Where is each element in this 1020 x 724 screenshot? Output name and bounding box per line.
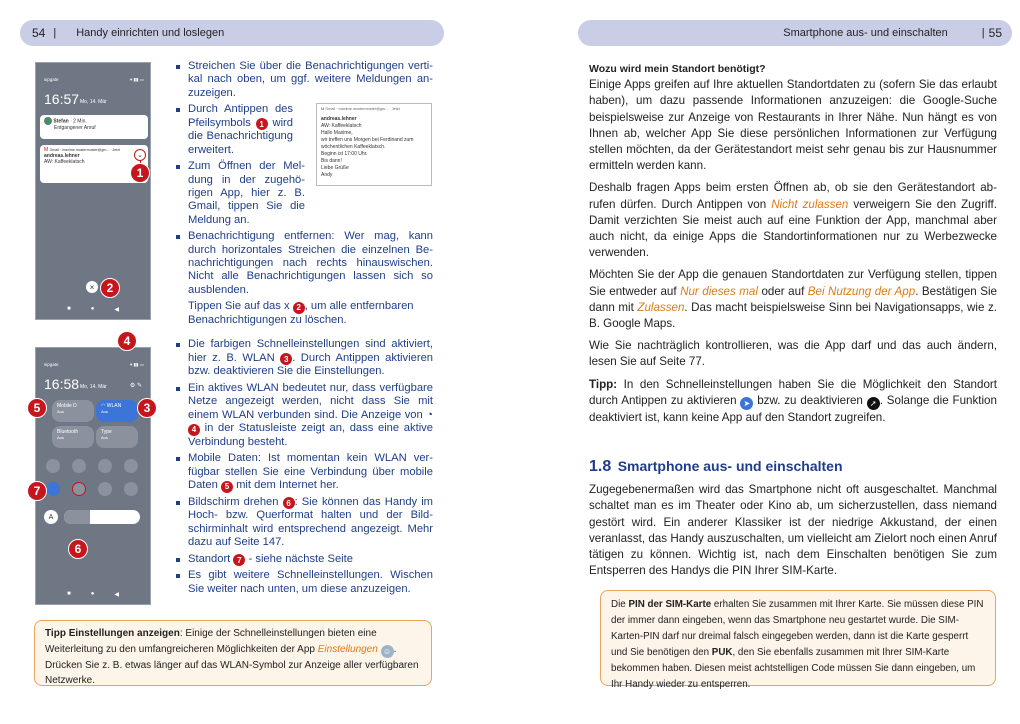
mail-line: Bis dann! <box>321 158 342 164</box>
mail-line: Beginn ist 17:00 Uhr. <box>321 151 368 157</box>
recents-icon[interactable]: ■ <box>67 591 71 597</box>
qs-button[interactable] <box>98 482 112 496</box>
date: Mo, 14. Mär <box>80 384 107 390</box>
paragraph-text: verweigern Sie den Zugriff. Damit verzichten Sie meist auch auf eine Funktion der App, manchmal aber auch nicht, da einige Apps die Standortinformationen nur zu Werbezwecke verwenden. <box>589 197 997 260</box>
callout-badge-7: 7 <box>27 481 47 501</box>
tip-title: Tipp Einstellungen anzeigen <box>45 628 180 639</box>
callout-badge-1: 1 <box>130 163 150 183</box>
settings-app-icon: ☺ <box>381 645 394 658</box>
option-label: Nicht zulassen <box>771 197 849 211</box>
bullet-text: wird die Benachrichtigung erweitert. <box>188 116 293 156</box>
back-icon[interactable]: ◀ <box>114 307 119 313</box>
callout-badge-2: 2 <box>100 278 120 298</box>
mail-line: Liebe Grüße <box>321 165 349 171</box>
inline-badge: 3 <box>280 353 292 365</box>
option-label: Nur dieses mal <box>680 284 758 298</box>
callout-badge-5: 5 <box>27 398 47 418</box>
notification-missed-call[interactable] <box>40 115 148 139</box>
tile-wlan[interactable] <box>96 400 138 422</box>
callout-badge-3: 3 <box>137 398 157 418</box>
paragraph-text: . Bestätigen Sie dann mit <box>589 284 997 314</box>
callout-badge-4: 4 <box>117 331 137 351</box>
tile-label: Bluetooth <box>57 429 79 435</box>
status-icons: ▾ ▮▮ ▭ <box>130 77 144 82</box>
phone-screenshot-notifications <box>35 62 151 320</box>
nav-bar <box>36 306 150 313</box>
section-title: Smartphone aus- und einschalten <box>617 458 843 474</box>
tile-type[interactable] <box>96 426 138 448</box>
mail-line: Hallo Maxime, <box>321 130 353 136</box>
paragraph <box>589 267 997 332</box>
bullet-text: Es gibt weitere Schnelleinstellungen. Wischen Sie weiter nach unten, um diese anzuzeigen. <box>188 569 433 595</box>
tile-bluetooth[interactable] <box>52 426 94 448</box>
bullet-text: , um alle entfernbaren Benachrichtigungen zu löschen. <box>188 300 414 326</box>
bullet-item <box>175 230 433 297</box>
bullet-item <box>175 569 433 596</box>
bullet-text: Durch Antippen des Pfeilsymbols <box>188 103 293 129</box>
bullet-item <box>175 338 433 379</box>
pin-info-box <box>600 590 996 690</box>
qs-flight-icon[interactable] <box>98 459 112 473</box>
wifi-icon: ◔ <box>426 408 434 421</box>
inline-badge: 4 <box>188 424 200 436</box>
notif-text: Entgangener Anruf <box>54 125 96 131</box>
option-label: Bei Nutzung der App <box>807 284 916 298</box>
bullet-text: in der Statusleiste zeigt an, dass eine aktive Verbindung besteht. <box>188 422 433 448</box>
paragraph-text: . Solange die Funktion deaktiviert ist, kann keine App auf den Standort zugreifen. <box>589 393 997 425</box>
qs-button[interactable] <box>72 459 86 473</box>
inline-badge: 6 <box>283 497 295 509</box>
bullet-text: Mobile Daten: Ist momentan kein WLAN verfügbar stellen Sie eine Verbindung über mobile Daten <box>188 452 433 491</box>
bullet-item <box>175 160 305 227</box>
recents-icon[interactable]: ■ <box>67 306 71 312</box>
mail-subject: AW: Kaffeeklatsch <box>321 123 362 129</box>
page-number: 55 <box>988 26 1002 40</box>
box-text: Die <box>611 599 626 610</box>
bullet-text: Die farbigen Schnelleinstellungen sind aktiviert, hier z. B. WLAN <box>188 338 433 364</box>
box-text: , den Sie ebenfalls zusammen mit Ihrer SIM-Karte bekommen haben. Diesen meist achtstelligen Code müssen Sie dann eingeben, um Ihr Handy wieder zu entsperren. <box>611 647 976 690</box>
location-on-icon: ➤ <box>740 397 753 410</box>
callout-badge-6: 6 <box>68 539 88 559</box>
right-page <box>510 0 1020 724</box>
mail-sender: andreas.lehner <box>321 116 357 122</box>
tip-paragraph <box>589 377 997 427</box>
section-number: 1.8 <box>589 458 612 475</box>
tip-label: Tipp: <box>589 377 618 391</box>
notif-name: Stefan <box>53 118 69 125</box>
tip-box <box>34 620 432 686</box>
date: Mo, 14. Mär <box>80 99 107 105</box>
paragraph: Zugegebenermaßen wird das Smartphone nicht oft ausgeschaltet. Manchmal schaltet man es im Theater oder Kino ab, um sicherzustellen, dass niemand gestört wird. Ein anderer Klassiker ist der niedrige Akkustand, der einen veranlasst, das Handy auszuschalten, um vielleicht am Zielort noch einen Anruf tätigen zu können. Wichtig ist, nach dem Einschalten benötigen Sie zum Entsperren des Handys die PIN Ihrer SIM-Karte. <box>589 483 997 578</box>
paragraph-text: Deshalb fragen Apps beim ersten Öffnen ab, ob sie den Gerätestandort abrufen dürfen. Durch Antippen von <box>589 181 997 211</box>
tile-sub: Aus <box>57 409 64 414</box>
notif-sender: andreas.lehner <box>44 153 80 159</box>
settings-gear-icon[interactable]: ⚙ ✎ <box>129 383 142 389</box>
tile-sub: Aus <box>57 435 64 440</box>
bullet-text: Tippen Sie auf das x <box>188 300 290 313</box>
tile-label: Mobile D <box>57 403 77 409</box>
question-heading: Wozu wird mein Standort benötigt? <box>589 63 766 75</box>
notif-header: Gmail · maxime.mustermuster@gm... · Jetzt <box>49 148 121 152</box>
clear-all-button[interactable]: × <box>86 281 98 293</box>
paragraph-text: oder auf <box>761 284 805 298</box>
tile-label: Type <box>101 429 112 435</box>
tile-sub: Aus <box>101 409 108 414</box>
bullet-text: . Durch Antippen aktivieren bzw. deaktivieren Sie die Einstellungen. <box>188 351 434 378</box>
qs-location-icon[interactable] <box>46 482 60 496</box>
settings-app-name: Einstellungen <box>317 643 378 655</box>
mail-line: wöchentlichen Kaffeeklatsch. <box>321 144 386 150</box>
bullet-item <box>175 60 433 100</box>
brightness-fill <box>64 510 90 524</box>
avatar <box>44 117 52 125</box>
location-off-icon: ➚ <box>867 397 880 410</box>
carrier-label: sipgate <box>44 362 59 367</box>
left-header <box>20 20 444 46</box>
qs-rotate-icon[interactable] <box>72 482 86 496</box>
gmail-icon: M <box>44 147 49 153</box>
qs-button[interactable] <box>46 459 60 473</box>
clock: 16:57 <box>44 91 80 107</box>
paragraph-text: In den Schnelleinstellungen haben Sie die Möglichkeit den Standort durch Antippen zu aktivieren <box>589 377 997 407</box>
expand-chevron-icon[interactable]: ⌄ <box>134 149 146 161</box>
status-icons: ▾ ▮▮ ▭ <box>130 362 144 367</box>
power-section <box>589 458 997 579</box>
home-icon[interactable]: ● <box>90 591 95 597</box>
option-label: Zulassen <box>637 300 685 314</box>
bullet-item <box>175 103 293 157</box>
chapter-title: Smartphone aus- und einschalten <box>783 27 948 39</box>
section-heading <box>589 458 997 476</box>
paragraph: Wie Sie nachträglich kontrollieren, was die App darf und das auch ändern, lesen Sie auf Seite 77. <box>589 339 997 369</box>
notif-time: · 2 Min. <box>70 118 87 125</box>
home-icon[interactable]: ● <box>90 306 95 312</box>
tip-text: : Einige der Schnelleinstellungen bieten eine Weiterleitung zu den umfangreicheren Möglichkeiten der App <box>45 628 377 655</box>
mail-line: wir treffen uns Morgen bei Ferdinand zum <box>321 137 414 143</box>
bullet-continuation <box>175 300 433 327</box>
inline-badge: 2 <box>293 302 305 314</box>
bullet-text: Benachrichtigung entfernen: Wer mag, kann durch horizontales Streichen die einzelnen Benachrichtigungen nach rechts hinauswischen. Nicht alle Benachrichtigungen lassen sich so ausblenden. <box>188 230 433 296</box>
box-bold: PUK <box>711 647 733 658</box>
paragraph-text: . Das macht beispielsweise Sinn bei Navigationsapps, wie z. B. Google Maps. <box>589 300 997 331</box>
wifi-icon: ◠ <box>101 403 106 409</box>
chapter-title: Handy einrichten und loslegen <box>76 27 225 39</box>
clock: 16:58 <box>44 376 80 392</box>
bullet-item <box>175 452 433 493</box>
tile-mobile-data[interactable] <box>52 400 94 422</box>
page-number: 54 <box>32 26 46 40</box>
location-section <box>589 61 997 427</box>
left-bullet-list <box>175 60 433 599</box>
qs-button[interactable] <box>124 482 138 496</box>
paragraph-text: bzw. zu deaktivieren <box>757 393 863 407</box>
header-separator: | <box>53 27 57 39</box>
box-bold: PIN der SIM-Karte <box>628 599 712 610</box>
bullet-text: mit dem Internet her. <box>236 478 339 491</box>
carrier-label: sipgate <box>44 77 59 82</box>
auto-brightness-button[interactable]: A <box>44 510 58 524</box>
inline-badge: 5 <box>221 481 233 493</box>
mail-header: Gmail · maxime.mustermuster@gm... · Jetzt <box>325 107 400 111</box>
bullet-item <box>175 496 433 550</box>
header-separator: | <box>981 27 985 39</box>
notif-subject: AW: Kaffeeklatsch <box>44 159 85 165</box>
gmail-icon: M <box>321 107 325 111</box>
tip-text: . Drücken Sie z. B. etwas länger auf das WLAN-Symbol zur Anzeige aller verfügbaren Netzwerke. <box>45 643 419 687</box>
phone-screenshot-quick-settings <box>35 347 151 605</box>
back-icon[interactable]: ◀ <box>114 592 119 598</box>
bullet-item <box>175 382 433 449</box>
inline-badge: 1 <box>256 118 268 130</box>
paragraph-text: Möchten Sie der App die genauen Standortdaten zur Verfügung stellen, tippen Sie entweder auf <box>589 268 997 298</box>
mail-line: Andy <box>321 172 333 178</box>
inline-badge: 7 <box>233 554 245 566</box>
bullet-text: - siehe nächste Seite <box>248 552 353 565</box>
tile-sub: Aus <box>101 435 108 440</box>
tile-label: WLAN <box>106 403 122 409</box>
right-header <box>578 20 1012 46</box>
paragraph <box>589 180 997 261</box>
bullet-text: Ein aktives WLAN bedeutet nur, dass verfügbare Netze angezeigt werden, nicht dass Sie mit einem WLAN verbunden sind. Die Anzeige von <box>188 381 433 421</box>
paragraph: Einige Apps greifen auf Ihre aktuellen Standortdaten zu (sofern Sie das erlaubt haben), um dazu passende Informationen anzuzeigen: die Google-Suche beispielsweise zur Anzeige von Restaurants in Ihrer Nähe. Nun hängt es von Ihnen ab, welcher App Sie diese persönlichen Informationen zur Verfügung stellen möchten, da der Gerätestandort meist sehr genau bis zur Hausnummer ermitteln werden kann. <box>589 78 997 173</box>
bullet-text: : Sie können das Handy im Hoch- bzw. Querformat halten und der Bildschirminhalt wird entsprechend angezeigt. Mehr dazu auf Seite 147. <box>188 495 433 549</box>
bullet-text: Zum Öffnen der Meldung in der zugehörigen App, hier z. B. Gmail, tippen Sie die Meldung an. <box>188 160 305 226</box>
bullet-text: Standort <box>188 552 231 565</box>
bullet-text: Bildschirm drehen <box>188 495 279 508</box>
nav-bar <box>36 591 150 598</box>
bullet-text: Streichen Sie über die Benachrichtigungen vertikal nach oben, um ggf. weitere Meldungen anzuzeigen. <box>188 60 433 99</box>
qs-lock-icon[interactable] <box>124 459 138 473</box>
box-text: erhalten Sie zusammen mit Ihrer Karte. Sie müssen diese PIN der immer dann eingeben, wenn das Smartphone neu gestartet wurde. Die SIM-Karten-PIN darf nur dreimal falsch eingegeben werden, dann ist die Karte gesperrt und Sie benötigen den <box>611 599 984 658</box>
bullet-item <box>175 553 433 567</box>
